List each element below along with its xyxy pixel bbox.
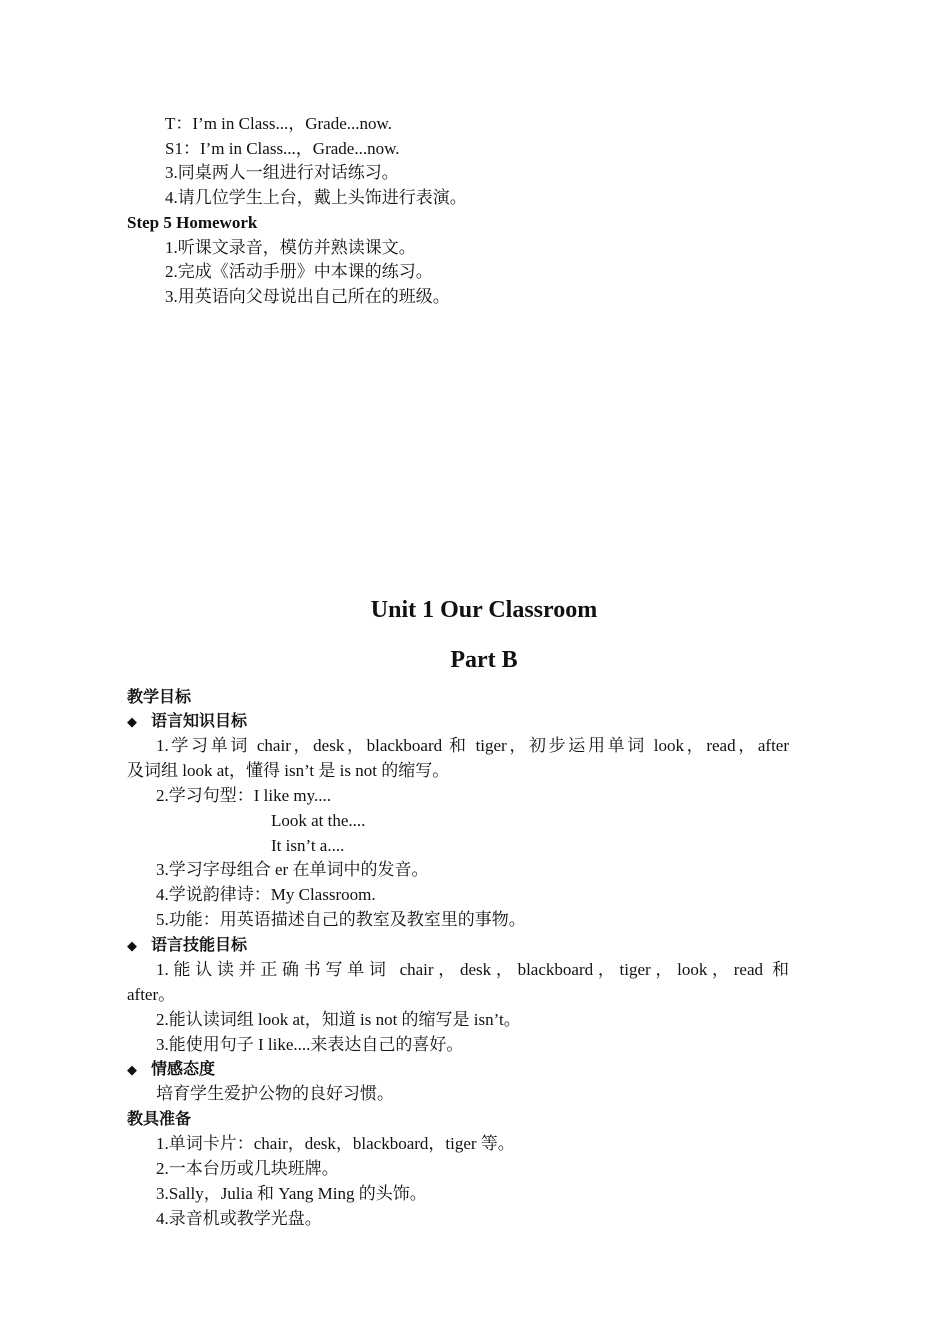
step-item-3: 3.同桌两人一组进行对话练习。	[165, 163, 399, 182]
attitude-heading	[127, 1058, 215, 1082]
materials-heading: 教具准备	[127, 1109, 192, 1128]
part-title: Part B	[450, 647, 518, 673]
goals-heading: 教学目标	[127, 687, 192, 706]
step5-heading: Step 5 Homework	[127, 213, 258, 232]
diamond-bullet-icon: ◆	[127, 1063, 137, 1078]
dialogue-line-teacher: T：I’m in Class...，Grade...now.	[165, 114, 392, 133]
knowledge-heading-label: 语言知识目标	[151, 711, 248, 730]
materials-item-3: 3.Sally，Julia 和 Yang Ming 的头饰。	[156, 1184, 427, 1203]
skills-heading	[127, 934, 247, 958]
attitude-heading-label: 情感态度	[151, 1059, 216, 1078]
knowledge-item-1-line-2: 及词组 look at，懂得 isn’t 是 is not 的缩写。	[127, 761, 450, 780]
diamond-bullet-icon: ◆	[127, 939, 137, 954]
homework-item-1: 1.听课文录音，模仿并熟读课文。	[165, 238, 416, 257]
knowledge-heading	[127, 710, 247, 734]
unit-title: Unit 1 Our Classroom	[370, 597, 598, 623]
homework-item-2: 2.完成《活动手册》中本课的练习。	[165, 262, 433, 281]
knowledge-item-2-pattern-3: It isn’t a....	[271, 836, 345, 855]
knowledge-item-2: 2.学习句型：I like my....	[156, 786, 332, 805]
step-item-4: 4.请几位学生上台，戴上头饰进行表演。	[165, 188, 467, 207]
knowledge-item-4: 4.学说韵律诗：My Classroom.	[156, 885, 376, 904]
skills-item-2: 2.能认读词组 look at，知道 is not 的缩写是 isn’t。	[156, 1010, 521, 1029]
skills-item-1-line-2: after。	[127, 985, 176, 1004]
knowledge-item-1-line-1: 1.学习单词 chair，desk，blackboard 和 tiger，初步运用单词 look，read，after	[156, 736, 789, 755]
knowledge-item-3: 3.学习字母组合 er 在单词中的发音。	[156, 860, 429, 879]
skills-heading-label: 语言技能目标	[151, 935, 248, 954]
homework-item-3: 3.用英语向父母说出自己所在的班级。	[165, 287, 450, 306]
diamond-bullet-icon: ◆	[127, 715, 137, 730]
materials-item-2: 2.一本台历或几块班牌。	[156, 1159, 339, 1178]
dialogue-line-student: S1：I’m in Class...，Grade...now.	[165, 139, 400, 158]
skills-item-3: 3.能使用句子 I like....来表达自己的喜好。	[156, 1035, 464, 1054]
materials-item-1: 1.单词卡片：chair，desk，blackboard，tiger 等。	[156, 1134, 515, 1153]
knowledge-item-5: 5.功能：用英语描述自己的教室及教室里的事物。	[156, 910, 526, 929]
knowledge-item-2-pattern-2: Look at the....	[271, 811, 366, 830]
skills-item-1-line-1: 1.能认读并正确书写单词 chair，desk，blackboard，tiger，look，read 和	[156, 960, 789, 979]
materials-item-4: 4.录音机或教学光盘。	[156, 1209, 322, 1228]
attitude-text: 培育学生爱护公物的良好习惯。	[156, 1084, 394, 1103]
